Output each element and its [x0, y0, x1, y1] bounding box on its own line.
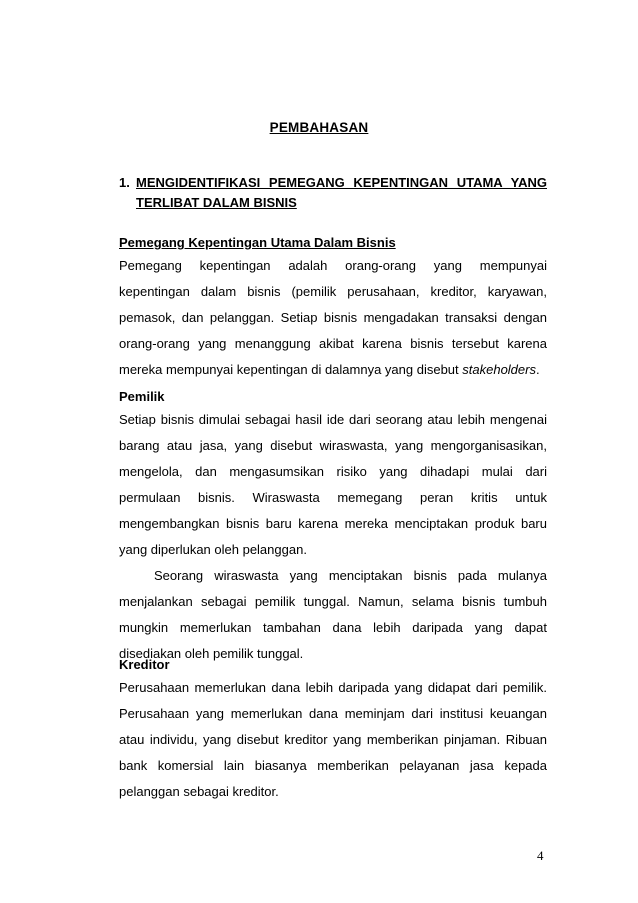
text-segment: mereka mempunyai kepentingan di dalamnya yang disebut: [119, 362, 463, 377]
text-line: Seorang wiraswasta yang menciptakan bisnis pada mulanya: [154, 568, 547, 583]
italic-term: stakeholders: [462, 362, 536, 377]
text-line: disediakan oleh pemilik tunggal.: [119, 646, 304, 661]
paragraph: [119, 563, 547, 667]
subsection-heading: Pemegang Kepentingan Utama Dalam Bisnis: [119, 235, 396, 250]
text-line: Setiap bisnis dimulai sebagai hasil ide dari seorang atau lebih mengenai: [119, 412, 547, 427]
section-heading-line-1: MENGIDENTIFIKASI PEMEGANG KEPENTINGAN UTAMA YANG: [136, 175, 547, 190]
text-line: kepentingan dalam bisnis (pemilik perusahaan, kreditor, karyawan,: [119, 284, 547, 299]
paragraph: [119, 407, 547, 563]
paragraph: [119, 253, 547, 383]
subsection-heading: Pemilik: [119, 389, 165, 404]
subsection-heading: Kreditor: [119, 657, 170, 672]
subsection-stakeholders: [119, 234, 547, 383]
text-line: pemasok, dan pelanggan. Setiap bisnis mengadakan transaksi dengan: [119, 310, 547, 325]
section-number: 1.: [119, 175, 130, 190]
subsection-kreditor: [119, 656, 547, 805]
text-line: menjalankan sebagai pemilik tunggal. Namun, selama bisnis tumbuh: [119, 594, 547, 609]
text-line: permulaan bisnis. Wiraswasta memegang peran kritis untuk: [119, 490, 547, 505]
text-line: atau individu, yang disebut kreditor yang memberikan pinjaman. Ribuan: [119, 732, 547, 747]
text-line: pelanggan sebagai kreditor.: [119, 784, 279, 799]
text-line: yang diperlukan oleh pelanggan.: [119, 542, 307, 557]
text-line: Perusahaan memerlukan dana lebih daripada yang didapat dari pemilik.: [119, 680, 547, 695]
text-line: [119, 357, 547, 383]
subsection-pemilik: [119, 388, 547, 667]
page-title: PEMBAHASAN: [269, 120, 369, 135]
text-segment: .: [535, 362, 540, 377]
text-line: mungkin memerlukan tambahan dana lebih daripada yang dapat: [119, 620, 547, 635]
section-heading-line-2: TERLIBAT DALAM BISNIS: [136, 195, 297, 210]
text-line: orang-orang yang menanggung akibat karena bisnis tersebut karena: [119, 336, 547, 351]
text-line: bank komersial lain biasanya memberikan pelayanan jasa kepada: [119, 758, 547, 773]
text-line: mengembangkan bisnis baru karena mereka menciptakan produk baru: [119, 516, 547, 531]
paragraph: [119, 675, 547, 805]
text-line: Perusahaan yang memerlukan dana meminjam dari institusi keuangan: [119, 706, 547, 721]
text-line: mengelola, dan mengasumsikan risiko yang dihadapi mulai dari: [119, 464, 547, 479]
page-number: 4: [537, 848, 544, 863]
text-line: Pemegang kepentingan adalah orang-orang yang mempunyai: [119, 258, 547, 273]
text-line: barang atau jasa, yang disebut wiraswasta, yang mengorganisasikan,: [119, 438, 547, 453]
